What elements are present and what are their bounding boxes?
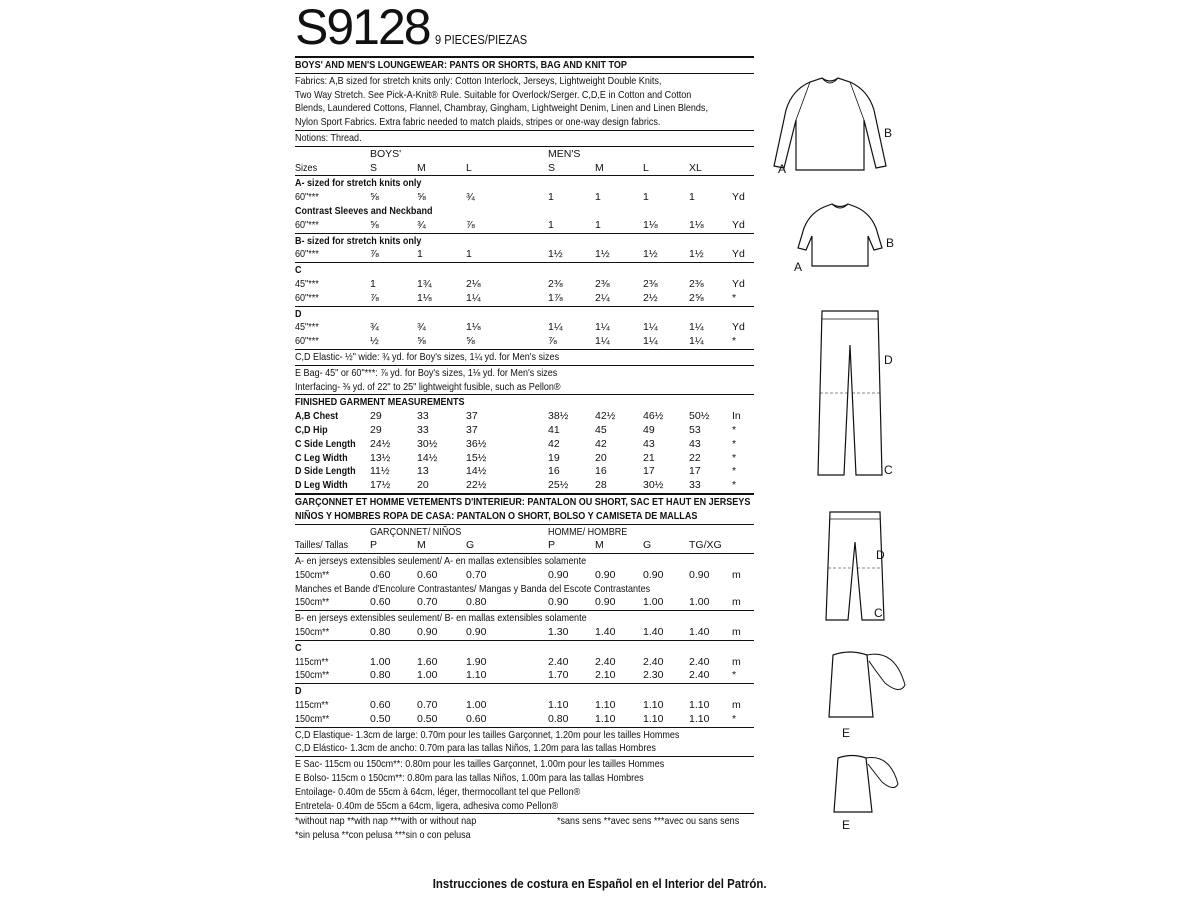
table-cell: M	[417, 161, 426, 174]
table-cell: Yd	[732, 321, 745, 334]
table-cell: 1.10	[595, 699, 616, 712]
table-row	[295, 526, 754, 540]
table-row	[295, 626, 754, 640]
table-cell: 2⅜	[689, 277, 704, 290]
row-label: 60"***	[295, 291, 319, 304]
divider	[295, 610, 754, 611]
text-line: Fabrics: A,B sized for stretch knits only: Cotton Interlock, Jerseys, Lightweight Double Knits,	[295, 74, 662, 87]
table-row	[295, 278, 754, 292]
table-cell: 1.00	[689, 596, 710, 609]
text-line: C	[295, 641, 302, 654]
table-cell: 0.60	[370, 568, 391, 581]
table-cell: 17	[689, 465, 701, 478]
table-cell: 1.10	[466, 669, 487, 682]
table-cell: 1	[689, 191, 695, 204]
table-cell: 2.10	[595, 669, 616, 682]
text-line: Entretela- 0.40m de 55cm a 64cm, ligera, adhesiva como Pellon®	[295, 799, 559, 812]
table-cell: 38½	[548, 410, 569, 423]
table-cell: 1.40	[595, 626, 616, 639]
table-cell: 43	[643, 437, 655, 450]
table-cell: 1	[548, 218, 554, 231]
table-cell: 16	[595, 465, 607, 478]
table-cell: 17	[643, 465, 655, 478]
table-cell: 1.10	[595, 712, 616, 725]
table-cell: L	[643, 161, 649, 174]
table-cell: 14½	[417, 451, 438, 464]
divider	[295, 394, 754, 395]
table-cell: 19	[548, 451, 560, 464]
text-line: BOYS' AND MEN'S LOUNGEWEAR: PANTS OR SHORTS, BAG AND KNIT TOP	[295, 59, 627, 71]
row-label: A,B Chest	[295, 410, 339, 423]
table-cell: 1¾	[417, 277, 432, 290]
table-cell: 0.90	[595, 596, 616, 609]
table-cell: 15½	[466, 451, 487, 464]
table-cell: *	[732, 669, 737, 682]
table-cell: ⅝	[370, 218, 379, 231]
row-label: 150cm**	[295, 568, 330, 581]
divider	[295, 524, 754, 525]
divider	[295, 175, 754, 176]
table-cell: 22½	[466, 479, 487, 492]
table-cell: 42	[595, 437, 607, 450]
table-row	[295, 438, 754, 452]
table-cell: 1.00	[643, 596, 664, 609]
table-cell: 43	[689, 437, 701, 450]
pieces-count: 9 PIECES/PIEZAS	[435, 32, 528, 47]
row-label: 150cm**	[295, 712, 330, 725]
table-cell: 30½	[417, 437, 438, 450]
table-cell: 1.70	[548, 669, 569, 682]
divider	[295, 727, 754, 728]
table-cell: *	[732, 423, 737, 436]
divider	[295, 73, 754, 74]
table-cell: 1	[643, 191, 649, 204]
table-cell: ⅝	[417, 191, 426, 204]
table-cell: m	[732, 568, 741, 581]
table-cell: 0.80	[370, 669, 391, 682]
table-cell: 2.40	[689, 655, 710, 668]
text-line: B- en jerseys extensibles seulement/ B- en mallas extensibles solamente	[295, 612, 587, 625]
table-cell: 0.90	[643, 568, 664, 581]
table-cell: 20	[417, 479, 429, 492]
table-cell: 0.70	[417, 699, 438, 712]
table-row	[295, 219, 754, 233]
divider	[295, 756, 754, 757]
table-row	[295, 452, 754, 466]
table-cell: 29	[370, 410, 382, 423]
table-cell: 0.90	[548, 596, 569, 609]
text-line: D	[295, 307, 302, 320]
table-cell: 2.40	[595, 655, 616, 668]
table-cell: 1¼	[548, 321, 563, 334]
text-line: D	[295, 685, 302, 698]
table-row	[295, 148, 754, 162]
table-cell: 0.60	[370, 699, 391, 712]
text-line: Entoilage- 0.40m de 55cm à 64cm, léger, thermocollant tel que Pellon®	[295, 785, 581, 798]
table-row	[295, 596, 754, 610]
table-cell: ⅞	[548, 335, 557, 348]
technical-drawings	[770, 70, 910, 840]
table-cell: m	[732, 655, 741, 668]
table-cell: 20	[595, 451, 607, 464]
table-cell: 42	[548, 437, 560, 450]
view-b-top-drawing	[790, 198, 890, 273]
table-row	[295, 335, 754, 349]
label-e: E	[842, 726, 851, 740]
table-cell: 33	[417, 410, 429, 423]
divider	[295, 130, 754, 131]
table-cell: 0.80	[466, 596, 487, 609]
table-cell: 2¼	[595, 291, 610, 304]
table-row	[295, 465, 754, 479]
table-cell: 2½	[643, 291, 658, 304]
divider	[295, 146, 754, 147]
table-cell: 0.90	[595, 568, 616, 581]
table-cell: 41	[548, 423, 560, 436]
table-cell: 0.60	[417, 568, 438, 581]
view-e-bag-drawing	[825, 645, 910, 725]
table-cell: 1¼	[643, 321, 658, 334]
text-line: E Bolso- 115cm o 150cm**: 0.80m para las tallas Niños, 1.00m para las tallas Hombres	[295, 772, 644, 785]
table-row	[295, 292, 754, 306]
table-cell: TG/XG	[689, 539, 722, 552]
label-b: B	[884, 126, 893, 140]
table-cell: m	[732, 626, 741, 639]
table-cell: L	[466, 161, 472, 174]
row-label: 60"***	[295, 248, 319, 261]
table-cell: 1	[595, 218, 601, 231]
text-line: Two Way Stretch. See Pick-A-Knit® Rule. Suitable for Overlock/Serger. C,D,E in Cotton and Cotton	[295, 88, 692, 101]
pattern-number: S9128	[295, 0, 430, 55]
label-d: D	[884, 353, 893, 367]
table-cell: 1.40	[689, 626, 710, 639]
label-c2: C	[874, 606, 883, 620]
table-cell: 25½	[548, 479, 569, 492]
text-line: Contrast Sleeves and Neckband	[295, 204, 433, 217]
row-label: Sizes	[295, 161, 318, 174]
text-line: A- en jerseys extensibles seulement/ A- en mallas extensibles solamente	[295, 555, 587, 568]
row-label: C,D Hip	[295, 423, 328, 436]
table-cell: ⅝	[417, 335, 426, 348]
view-c-pants-drawing	[810, 305, 890, 480]
table-cell: *	[732, 451, 737, 464]
table-cell: 1⅞	[548, 291, 563, 304]
table-cell: *	[732, 437, 737, 450]
table-cell: S	[370, 161, 378, 174]
table-cell: 2.40	[689, 669, 710, 682]
table-cell: 33	[417, 423, 429, 436]
table-cell: 2⅜	[643, 277, 658, 290]
table-cell: P	[548, 539, 556, 552]
table-cell: 1¼	[689, 321, 704, 334]
text-line: A- sized for stretch knits only	[295, 177, 422, 190]
table-cell: 49	[643, 423, 655, 436]
table-cell: ⅞	[370, 291, 379, 304]
table-cell: XL	[689, 161, 702, 174]
table-cell: 0.90	[689, 568, 710, 581]
table-cell: MEN'S	[548, 147, 581, 160]
table-cell: 2⅝	[689, 291, 704, 304]
row-label: 60"***	[295, 335, 319, 348]
table-cell: 29	[370, 423, 382, 436]
table-cell: 0.80	[548, 712, 569, 725]
row-label: 150cm**	[295, 669, 330, 682]
text-line: Interfacing- ⅜ yd. of 22" to 25" lightweight fusible, such as Pellon®	[295, 380, 561, 393]
table-cell: 53	[689, 423, 701, 436]
table-cell: ⅞	[466, 218, 475, 231]
table-cell: 2.40	[643, 655, 664, 668]
table-cell: 0.80	[370, 626, 391, 639]
table-cell: 1¼	[466, 291, 481, 304]
footer-note: Instrucciones de costura en Español en el Interior del Patrón.	[433, 876, 767, 891]
table-cell: 16	[548, 465, 560, 478]
text-line: C	[295, 264, 302, 277]
table-cell: 2.40	[548, 655, 569, 668]
table-row	[295, 424, 754, 438]
table-cell: 1½	[643, 248, 658, 261]
text-line: B- sized for stretch knits only	[295, 234, 422, 247]
view-e-bag-small-drawing	[830, 750, 905, 820]
table-cell: 1.30	[548, 626, 569, 639]
table-cell: ⅞	[370, 248, 379, 261]
table-cell: 13½	[370, 451, 391, 464]
table-cell: m	[732, 699, 741, 712]
table-cell: *	[732, 335, 737, 348]
table-cell: G	[466, 539, 475, 552]
table-cell: 1⅛	[643, 218, 658, 231]
table-cell: 0.90	[548, 568, 569, 581]
text-line: FINISHED GARMENT MEASUREMENTS	[295, 396, 465, 409]
table-cell: HOMME/ HOMBRE	[548, 525, 628, 538]
table-cell: *	[732, 291, 737, 304]
table-row	[295, 162, 754, 176]
divider	[295, 683, 754, 684]
table-cell: 2⅜	[548, 277, 563, 290]
table-cell: G	[643, 539, 652, 552]
table-row	[295, 321, 754, 335]
table-cell: 0.70	[466, 568, 487, 581]
view-a-top-drawing	[770, 70, 893, 180]
divider	[295, 306, 754, 307]
table-cell: 0.50	[370, 712, 391, 725]
table-cell: 1¼	[689, 335, 704, 348]
table-cell: 1¼	[595, 335, 610, 348]
table-cell: 1	[417, 248, 423, 261]
table-cell: 1.10	[643, 712, 664, 725]
table-cell: Yd	[732, 218, 745, 231]
text-line: E Sac- 115cm ou 150cm**: 0.80m pour les tailles Garçonnet, 1.00m pour les tailles Hommes	[295, 758, 665, 771]
table-cell: M	[595, 539, 604, 552]
table-cell: 46½	[643, 410, 664, 423]
row-label: 115cm**	[295, 699, 329, 712]
row-label: D Side Length	[295, 465, 356, 478]
row-label: C Leg Width	[295, 451, 348, 464]
table-cell: 0.90	[466, 626, 487, 639]
table-cell: ¾	[417, 218, 426, 231]
row-label: 150cm**	[295, 596, 330, 609]
divider	[295, 640, 754, 641]
table-cell: 1⅛	[466, 321, 481, 334]
table-cell: 1.10	[643, 699, 664, 712]
row-label: Tailles/ Tallas	[295, 539, 349, 552]
table-cell: 0.90	[417, 626, 438, 639]
table-cell: 45	[595, 423, 607, 436]
table-cell: 1.10	[689, 712, 710, 725]
table-row	[295, 669, 754, 683]
row-label: 60"***	[295, 191, 319, 204]
table-cell: ¾	[370, 321, 379, 334]
table-cell: ¾	[417, 321, 426, 334]
divider	[295, 553, 754, 554]
table-cell: 17½	[370, 479, 391, 492]
table-cell: m	[732, 596, 741, 609]
table-cell: 50½	[689, 410, 710, 423]
label-c: C	[884, 463, 893, 477]
table-cell: 1⅛	[689, 218, 704, 231]
divider	[295, 233, 754, 234]
footnote-line: *sin pelusa **con pelusa ***sin o con pelusa	[295, 829, 471, 842]
table-row	[295, 248, 754, 262]
table-cell: *	[732, 465, 737, 478]
table-cell: 2⅛	[466, 277, 481, 290]
table-cell: ⅝	[466, 335, 475, 348]
table-cell: 0.60	[370, 596, 391, 609]
table-cell: 2.30	[643, 669, 664, 682]
table-cell: 1.00	[466, 699, 487, 712]
table-cell: 22	[689, 451, 701, 464]
label-a2: A	[794, 260, 803, 274]
row-label: 60"***	[295, 218, 319, 231]
table-row	[295, 539, 754, 553]
text-line: C,D Elastic- ½" wide: ¾ yd. for Boy's sizes, 1¼ yd. for Men's sizes	[295, 350, 560, 363]
text-line: Nylon Sport Fabrics. Extra fabric needed to match plaids, stripes or one-way design fabrics.	[295, 116, 661, 129]
table-cell: 1½	[548, 248, 563, 261]
table-cell: 28	[595, 479, 607, 492]
table-row	[295, 569, 754, 583]
table-cell: 1	[370, 277, 376, 290]
table-row	[295, 699, 754, 713]
table-cell: *	[732, 712, 737, 725]
table-cell: In	[732, 410, 741, 423]
row-label: 115cm**	[295, 655, 329, 668]
table-cell: S	[548, 161, 556, 174]
table-row	[295, 191, 754, 205]
text-line: E Bag- 45" or 60"***: ⅞ yd. for Boy's sizes, 1⅛ yd. for Men's sizes	[295, 366, 558, 379]
row-label: C Side Length	[295, 437, 356, 450]
table-row	[295, 479, 754, 493]
divider	[295, 365, 754, 366]
table-cell: ⅝	[370, 191, 379, 204]
table-cell: 1.40	[643, 626, 664, 639]
text-line: C,D Elástico- 1.3cm de ancho: 0.70m para las tallas Niños, 1.20m para las tallas Hombres	[295, 742, 656, 755]
table-row	[295, 713, 754, 727]
yardage-chart	[295, 56, 754, 843]
text-line: Notions: Thread.	[295, 131, 362, 144]
table-cell: M	[595, 161, 604, 174]
table-cell: Yd	[732, 248, 745, 261]
table-cell: 1.00	[417, 669, 438, 682]
table-cell: Yd	[732, 277, 745, 290]
table-cell: 13	[417, 465, 429, 478]
text-line: C,D Elastique- 1.3cm de large: 0.70m pour les tailles Garçonnet, 1.20m pour les tailles Hommes	[295, 728, 680, 741]
table-cell: *	[732, 479, 737, 492]
footnote-french: *sans sens **avec sens ***avec ou sans sens	[557, 815, 740, 828]
table-cell: 33	[689, 479, 701, 492]
table-cell: 1½	[689, 248, 704, 261]
table-cell: 36½	[466, 437, 487, 450]
footnote-line: *without nap **with nap ***with or without nap *sans sens **avec sens ***avec ou sans sens	[295, 815, 740, 828]
label-d2: D	[876, 548, 885, 562]
table-cell: 1¼	[643, 335, 658, 348]
table-cell: 0.50	[417, 712, 438, 725]
table-cell: 0.70	[417, 596, 438, 609]
table-cell: GARÇONNET/ NIÑOS	[370, 525, 462, 538]
table-cell: P	[370, 539, 378, 552]
table-cell: BOYS'	[370, 147, 402, 160]
table-cell: 1.10	[689, 699, 710, 712]
table-cell: Yd	[732, 191, 745, 204]
table-cell: 1	[595, 191, 601, 204]
table-cell: 21	[643, 451, 655, 464]
table-row	[295, 656, 754, 670]
table-cell: 1¼	[595, 321, 610, 334]
table-cell: 42½	[595, 410, 616, 423]
text-line: GARÇONNET ET HOMME VETEMENTS D'INTERIEUR: PANTALON OU SHORT, SAC ET HAUT EN JERSEYS	[295, 495, 751, 508]
table-cell: 1½	[595, 248, 610, 261]
table-cell: ¾	[466, 191, 475, 204]
table-cell: 30½	[643, 479, 664, 492]
table-cell: M	[417, 539, 426, 552]
table-cell: 0.60	[466, 712, 487, 725]
row-label: 150cm**	[295, 626, 330, 639]
row-label: D Leg Width	[295, 479, 348, 492]
row-label: 45"***	[295, 321, 319, 334]
label-a: A	[778, 162, 787, 176]
table-cell: 1	[466, 248, 472, 261]
divider	[295, 349, 754, 350]
text-line: Blends, Laundered Cottons, Flannel, Chambray, Gingham, Lightweight Denim, Linen and Linen Blends,	[295, 102, 708, 115]
table-cell: 24½	[370, 437, 391, 450]
text-line: NIÑOS Y HOMBRES ROPA DE CASA: PANTALON O SHORT, BOLSO Y CAMISETA DE MALLAS	[295, 509, 698, 522]
text-line: Manches et Bande d'Encolure Contrastantes/ Mangas y Banda del Escote Contrastantes	[295, 582, 651, 595]
table-cell: 1⅛	[417, 291, 432, 304]
divider	[295, 262, 754, 263]
table-cell: 1.00	[370, 655, 391, 668]
row-label: 45"***	[295, 277, 319, 290]
table-cell: 37	[466, 410, 478, 423]
table-cell: 14½	[466, 465, 487, 478]
table-cell: 2⅜	[595, 277, 610, 290]
table-cell: 1	[548, 191, 554, 204]
table-cell: 1.10	[548, 699, 569, 712]
divider	[295, 813, 754, 814]
label-e2: E	[842, 818, 851, 832]
table-cell: ½	[370, 335, 379, 348]
divider	[295, 56, 754, 58]
label-b2: B	[886, 236, 895, 250]
table-row	[295, 410, 754, 424]
table-cell: 37	[466, 423, 478, 436]
table-cell: 1.60	[417, 655, 438, 668]
divider	[295, 493, 754, 495]
table-cell: 1.90	[466, 655, 487, 668]
table-cell: 11½	[370, 465, 390, 478]
